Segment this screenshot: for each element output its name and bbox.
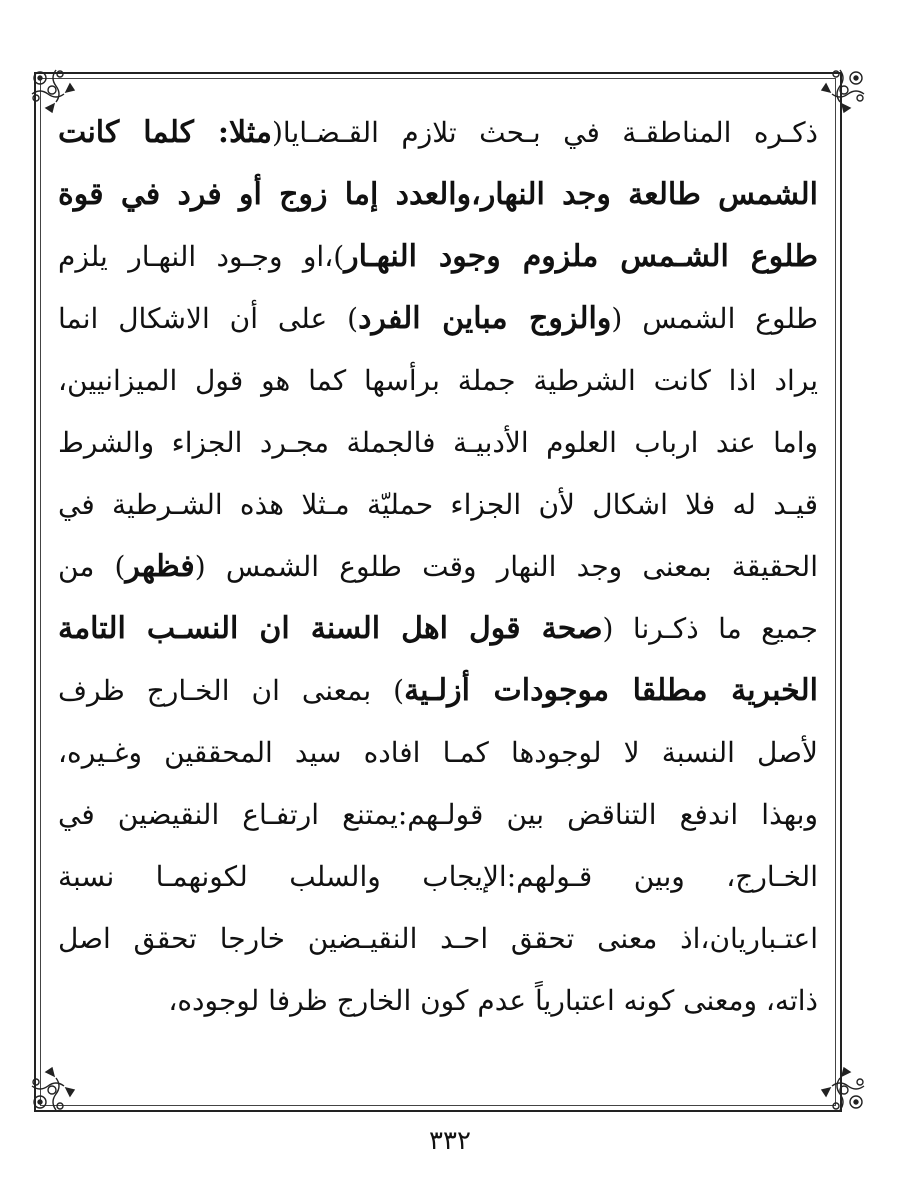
text-segment: )،او وجـود النهـار يلزم: [58, 240, 345, 273]
corner-ornament-bottom-left: [26, 1058, 84, 1116]
text-segment: اعتـباريان،اذ معنى تحقق احـد النقيـضين خارجا تحقق اصل: [58, 922, 818, 955]
text-segment: يراد اذا كانت الشرطية جملة برأسها كما هو قول الميزانيين،: [58, 364, 818, 397]
text-line: [58, 908, 818, 970]
text-segment: الحقيقة بمعنى وجد النهار وقت طلوع الشمس (: [194, 550, 818, 583]
text-segment: الخـارج، وبين قـولهم:الإيجاب والسلب لكونهمـا نسبة: [58, 860, 818, 893]
text-line: [58, 412, 818, 474]
bold-text-segment: فظهر: [125, 549, 195, 584]
text-line: [58, 660, 818, 722]
text-segment: ) من: [58, 550, 126, 583]
corner-ornament-top-right: [812, 64, 870, 122]
text-line: [58, 102, 818, 164]
text-segment: ذكـره المناطقـة في بـحث تلازم القـضـايا(: [271, 116, 818, 149]
bold-text-segment: طلوع الشـمس ملزوم وجود النهـار: [344, 239, 818, 274]
bold-text-segment: والزوج مباين الفرد: [358, 301, 612, 336]
text-line: [58, 350, 818, 412]
text-line: [58, 474, 818, 536]
text-line: [58, 970, 818, 1032]
text-segment: لأصل النسبة لا لوجودها كمـا افاده سيد المحققين وغـيره،: [58, 736, 818, 769]
text-segment: واما عند ارباب العلوم الأدبيـة فالجملة مجـرد الجزاء والشرط: [58, 426, 818, 459]
text-segment: ذاته، ومعنى كونه اعتبارياً عدم كون الخارج ظرفا لوجوده،: [168, 984, 818, 1017]
text-line: [58, 164, 818, 226]
text-segment: جميع ما ذكـرنا (: [602, 612, 818, 645]
text-line: [58, 598, 818, 660]
body-text: [58, 102, 818, 1032]
corner-ornament-bottom-right: [812, 1058, 870, 1116]
text-segment: وبهذا اندفع التناقض بين قولـهم:يمتنع ارتفـاع النقيضين في: [58, 798, 818, 831]
text-segment: طلوع الشمس (: [611, 302, 818, 335]
bold-text-segment: الشمس طالعة وجد النهار،والعدد إما زوج أو فرد في قوة: [58, 177, 818, 212]
text-segment: ) على أن الاشكال انما: [58, 302, 359, 335]
text-line: [58, 722, 818, 784]
text-line: [58, 846, 818, 908]
text-segment: قيـد له فلا اشكال لأن الجزاء حمليّة مـثلا هذه الشـرطية في: [58, 488, 818, 521]
text-line: [58, 288, 818, 350]
text-line: [58, 784, 818, 846]
text-line: [58, 226, 818, 288]
page-number: ٣٣٢: [429, 1126, 471, 1156]
text-line: [58, 536, 818, 598]
text-segment: ) بمعنى ان الخـارج ظرف: [58, 674, 405, 707]
bold-text-segment: مثلا: كلما كانت: [58, 115, 272, 150]
bold-text-segment: الخبرية مطلقا موجودات أزلـية: [404, 673, 818, 708]
bold-text-segment: صحة قول اهل السنة ان النسـب التامة: [58, 611, 603, 646]
